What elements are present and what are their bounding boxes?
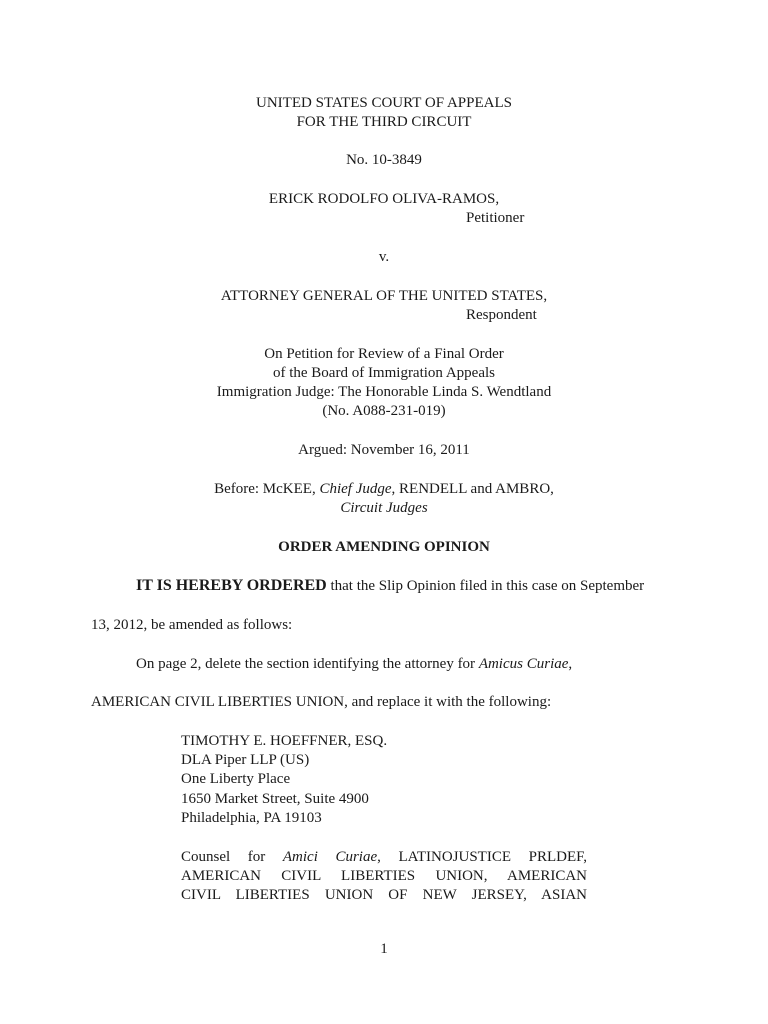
court-name-line2: FOR THE THIRD CIRCUIT	[296, 114, 472, 130]
counsel-prefix: Counsel for	[181, 849, 283, 865]
city-state-zip: Philadelphia, PA 19103	[181, 810, 322, 826]
circuit-judges-title: Circuit Judges	[340, 500, 428, 516]
street-address: 1650 Market Street, Suite 4900	[181, 791, 369, 807]
attorney-name: TIMOTHY E. HOEFFNER, ESQ.	[181, 733, 388, 749]
counsel-line1	[181, 848, 587, 867]
order-paragraph-line2: 13, 2012, be amended as follows:	[91, 617, 293, 633]
page-number: 1	[380, 941, 388, 957]
amendment-line2: AMERICAN CIVIL LIBERTIES UNION, and replace it with the following:	[91, 694, 552, 710]
petition-line4: (No. A088-231-019)	[322, 403, 446, 419]
petition-line1: On Petition for Review of a Final Order	[264, 346, 504, 362]
amici-term: Amici Curiae	[282, 849, 378, 865]
amendment-line1	[136, 655, 572, 674]
amendment-suffix: ,	[568, 656, 573, 672]
counsel-suffix: , LATINOJUSTICE PRLDEF,	[377, 849, 587, 865]
counsel-line3: CIVIL LIBERTIES UNION OF NEW JERSEY, ASIAN	[181, 887, 587, 903]
panel-prefix: Before: McKEE,	[214, 481, 320, 497]
respondent-name: ATTORNEY GENERAL OF THE UNITED STATES,	[220, 288, 548, 304]
order-title: ORDER AMENDING OPINION	[278, 539, 490, 555]
law-firm: DLA Piper LLP (US)	[181, 752, 310, 768]
versus: v.	[378, 249, 390, 265]
petitioner-name: ERICK RODOLFO OLIVA-RAMOS,	[268, 191, 500, 207]
counsel-line2: AMERICAN CIVIL LIBERTIES UNION, AMERICAN	[181, 868, 587, 884]
panel-middle: , RENDELL and AMBRO,	[391, 481, 554, 497]
petitioner-role: Petitioner	[466, 210, 525, 226]
petition-line2: of the Board of Immigration Appeals	[272, 365, 496, 381]
case-number: No. 10-3849	[346, 152, 422, 168]
argued-date: Argued: November 16, 2011	[298, 442, 470, 458]
amicus-term: Amicus Curiae	[478, 656, 569, 672]
order-lead: IT IS HEREBY ORDERED	[136, 577, 327, 594]
counsel-block	[181, 848, 587, 905]
court-name-line1: UNITED STATES COURT OF APPEALS	[256, 95, 512, 111]
order-line1-rest: that the Slip Opinion filed in this case on September	[326, 578, 645, 594]
building-name: One Liberty Place	[181, 771, 291, 787]
order-paragraph-line1	[136, 576, 644, 596]
petition-line3: Immigration Judge: The Honorable Linda S. Wendtland	[216, 384, 552, 400]
respondent-role: Respondent	[466, 307, 537, 323]
panel-line	[0, 480, 768, 499]
amendment-prefix: On page 2, delete the section identifying the attorney for	[136, 656, 479, 672]
chief-judge-title: Chief Judge	[319, 481, 392, 497]
